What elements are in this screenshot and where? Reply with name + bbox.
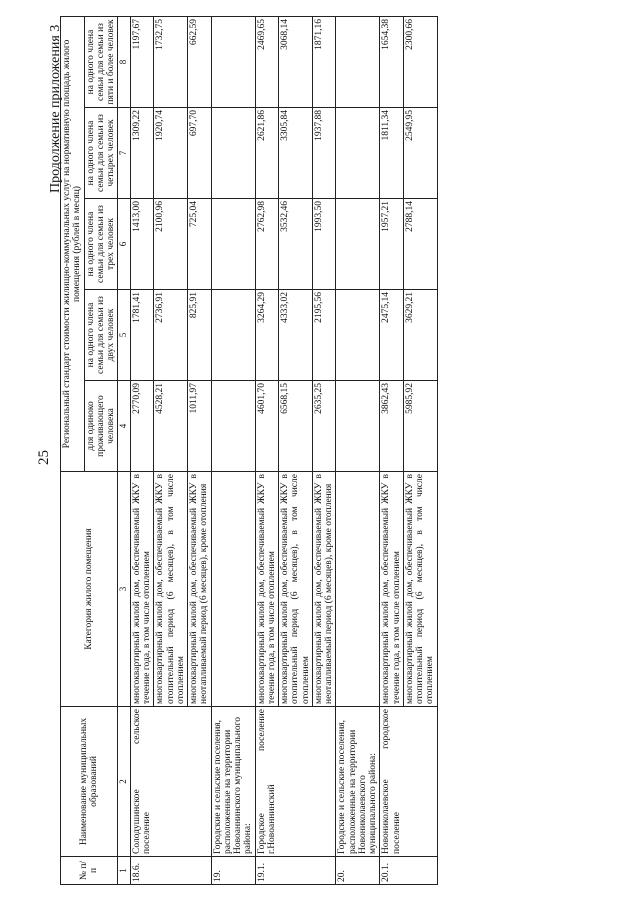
- value-two: [211, 290, 255, 381]
- value-two: 2736,91: [154, 290, 188, 381]
- value-five: 662,59: [188, 16, 212, 107]
- value-four: 1309,22: [130, 108, 154, 199]
- column-number-row: [118, 16, 131, 884]
- column-number: 8: [118, 16, 131, 107]
- header-three: на одного члена семьи для семьи из трех человек: [84, 199, 118, 290]
- column-number: 6: [118, 199, 131, 290]
- value-single: 3862,43: [380, 381, 404, 472]
- row-number: [403, 857, 437, 885]
- row-number: 20.: [336, 857, 380, 885]
- value-three: 1957,21: [380, 199, 404, 290]
- value-single: 6568,15: [279, 381, 313, 472]
- value-four: 2621,86: [255, 108, 279, 199]
- municipality-name: Солодушинское сельское поселение: [130, 707, 154, 857]
- value-three: 1993,50: [312, 199, 336, 290]
- value-five: 1871,16: [312, 16, 336, 107]
- housing-category: многоквартирный жилой дом, обеспечиваемый ЖКУ в отопительный период (6 месяцев), в том числе отоплением: [279, 472, 313, 707]
- column-number: 3: [118, 472, 131, 707]
- header-four: на одного члена семьи для семьи из четырех человек: [84, 108, 118, 199]
- table-row: [130, 16, 154, 884]
- value-single: 5985,92: [403, 381, 437, 472]
- value-five: 3068,14: [279, 16, 313, 107]
- row-number: [312, 857, 336, 885]
- value-five: [336, 16, 380, 107]
- value-three: 2762,98: [255, 199, 279, 290]
- header-single: для одиноко проживающего человека: [84, 381, 118, 472]
- value-five: 1732,75: [154, 16, 188, 107]
- table-row-section: [336, 16, 380, 884]
- table-row: [380, 16, 404, 884]
- header-name: Наименование муниципальных образований: [61, 707, 118, 857]
- value-two: 2195,56: [312, 290, 336, 381]
- row-number: 19.1.: [255, 857, 279, 885]
- header-category: Категория жилого помещения: [61, 472, 118, 707]
- header-standard: Региональный стандарт стоимости жилищно-коммунальных услуг на нормативную площадь жилого помещения (рублей в месяц): [61, 16, 85, 471]
- value-two: 3629,21: [403, 290, 437, 381]
- header-row-1: [61, 16, 85, 884]
- row-number: 20.1.: [380, 857, 404, 885]
- housing-category: [336, 472, 380, 707]
- housing-category: многоквартирный жилой дом, обеспечиваемый ЖКУ в течение года, в том числе отоплением: [130, 472, 154, 707]
- table-row: [255, 16, 279, 884]
- value-three: [211, 199, 255, 290]
- value-four: 1920,74: [154, 108, 188, 199]
- value-four: 1811,34: [380, 108, 404, 199]
- table-row: [188, 16, 212, 884]
- value-three: 2788,14: [403, 199, 437, 290]
- table-row-section: [211, 16, 255, 884]
- value-five: [211, 16, 255, 107]
- housing-category: многоквартирный жилой дом, обеспечиваемый ЖКУ в неотапливаемый период (6 месяцев), кроме отопления: [188, 472, 212, 707]
- value-four: [211, 108, 255, 199]
- value-three: 3532,46: [279, 199, 313, 290]
- value-three: [336, 199, 380, 290]
- value-single: 2635,25: [312, 381, 336, 472]
- value-two: 4333,02: [279, 290, 313, 381]
- value-three: 725,04: [188, 199, 212, 290]
- table-row: [154, 16, 188, 884]
- value-single: 2770,09: [130, 381, 154, 472]
- column-number: 2: [118, 707, 131, 857]
- header-no: № п/п: [61, 857, 118, 885]
- row-number: 18.6.: [130, 857, 154, 885]
- value-single: [211, 381, 255, 472]
- value-two: 2475,14: [380, 290, 404, 381]
- housing-category: многоквартирный жилой дом, обеспечиваемый ЖКУ в отопительный период (6 месяцев), в том числе отоплением: [154, 472, 188, 707]
- header-five: на одного члена семьи для семьи из пяти и более человек: [84, 16, 118, 107]
- column-number: 4: [118, 381, 131, 472]
- municipality-name: [403, 707, 437, 857]
- housing-category: [211, 472, 255, 707]
- value-two: 825,91: [188, 290, 212, 381]
- value-two: 1781,41: [130, 290, 154, 381]
- housing-category: многоквартирный жилой дом, обеспечиваемый ЖКУ в отопительный период (6 месяцев), в том числе отоплением: [403, 472, 437, 707]
- value-single: 4601,70: [255, 381, 279, 472]
- row-number: [279, 857, 313, 885]
- row-number: [188, 857, 212, 885]
- value-three: 2100,96: [154, 199, 188, 290]
- municipality-name: [279, 707, 313, 857]
- housing-category: многоквартирный жилой дом, обеспечиваемый ЖКУ в неотапливаемый период (6 месяцев), кроме отопления: [312, 472, 336, 707]
- value-single: 4528,21: [154, 381, 188, 472]
- row-number: 19.: [211, 857, 255, 885]
- municipality-name: Новониколаевское городское поселение: [380, 707, 404, 857]
- housing-category: многоквартирный жилой дом, обеспечиваемый ЖКУ в течение года, в том числе отоплением: [255, 472, 279, 707]
- municipality-name: Городские и сельские поселения, расположенные на территории Новониколаевского муниципального района:: [336, 707, 380, 857]
- value-four: 2549,95: [403, 108, 437, 199]
- municipality-name: Городское поселение г.Новоаннинский: [255, 707, 279, 857]
- appendix-caption: Продолжение приложения 3: [48, 24, 63, 193]
- value-four: 3305,84: [279, 108, 313, 199]
- column-number: 5: [118, 290, 131, 381]
- row-number: [154, 857, 188, 885]
- value-four: [336, 108, 380, 199]
- table-row: [403, 16, 437, 884]
- municipality-name: [312, 707, 336, 857]
- tariff-table: [60, 16, 438, 885]
- value-four: 1937,88: [312, 108, 336, 199]
- value-three: 1413,00: [130, 199, 154, 290]
- table-row: [312, 16, 336, 884]
- value-five: 1197,67: [130, 16, 154, 107]
- municipality-name: [154, 707, 188, 857]
- value-two: 3264,29: [255, 290, 279, 381]
- value-single: 1011,97: [188, 381, 212, 472]
- value-five: 2300,66: [403, 16, 437, 107]
- value-five: 2469,65: [255, 16, 279, 107]
- value-two: [336, 290, 380, 381]
- column-number: 7: [118, 108, 131, 199]
- value-four: 697,70: [188, 108, 212, 199]
- municipality-name: Городские и сельские поселения, расположенные на территории Новоаннинского муниципального района:: [211, 707, 255, 857]
- column-number: 1: [118, 857, 131, 885]
- value-single: [336, 381, 380, 472]
- table-row: [279, 16, 313, 884]
- header-two: на одного члена семьи для семьи из двух человек: [84, 290, 118, 381]
- municipality-name: [188, 707, 212, 857]
- housing-category: многоквартирный жилой дом, обеспечиваемый ЖКУ в течение года, в том числе отоплением: [380, 472, 404, 707]
- value-five: 1654,38: [380, 16, 404, 107]
- page-number: 25: [36, 450, 52, 465]
